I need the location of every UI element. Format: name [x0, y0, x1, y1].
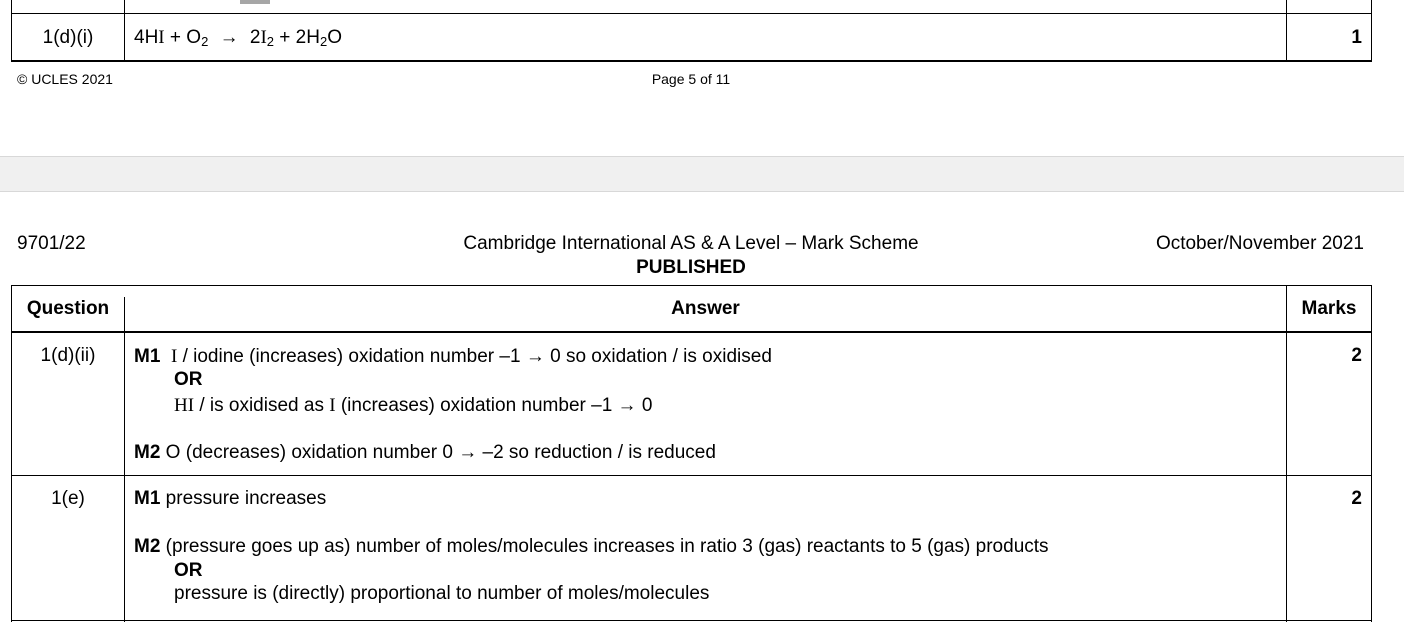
table-col-divider — [124, 333, 125, 622]
cut-off-text — [240, 0, 270, 4]
m1-line: M1 I / iodine (increases) oxidation number –1 → 0 so oxidation / is oxidised — [134, 346, 772, 367]
alternative-line: pressure is (directly) proportional to number of moles/molecules — [174, 583, 710, 604]
table-right-border — [1371, 285, 1372, 622]
marks-cell: 1 — [1351, 27, 1362, 48]
exam-session: October/November 2021 — [1155, 233, 1364, 254]
page-gap — [0, 156, 1404, 192]
row-marks: 2 — [1351, 345, 1362, 366]
row-divider — [11, 475, 1372, 476]
syllabus-code: 9701/22 — [17, 233, 86, 254]
header-marks: Marks — [1301, 298, 1357, 319]
row-question: 1(d)(ii) — [40, 345, 96, 366]
m1-line: M1 pressure increases — [134, 488, 327, 509]
row-question: 1(e) — [51, 488, 85, 509]
question-cell: 1(d)(i) — [42, 27, 94, 48]
m2-line: M2 O (decreases) oxidation number 0 → –2 so reduction / is reduced — [134, 442, 716, 463]
table-col-divider — [1286, 285, 1287, 622]
table-left-border — [11, 285, 12, 622]
header-bottom-border — [11, 331, 1372, 333]
table-col-divider — [1286, 0, 1287, 61]
page-5-bottom — [0, 0, 1404, 156]
answer-equation: $4HI + O_2 \to 2I_2 + 2H_2O$ — [134, 27, 342, 49]
header-question: Question — [26, 298, 110, 319]
published-label: PUBLISHED — [636, 257, 746, 278]
row-marks: 2 — [1351, 488, 1362, 509]
table-bottom-border — [11, 60, 1372, 62]
row-divider — [11, 13, 1372, 14]
table-col-divider — [124, 0, 125, 61]
document-title: Cambridge International AS & A Level – Mark Scheme — [463, 233, 919, 254]
row-divider-partial — [11, 620, 1372, 621]
arrow-icon: → — [219, 27, 239, 48]
or-label: OR — [174, 369, 203, 390]
page-number: Page 5 of 11 — [651, 71, 731, 87]
m2-line: M2 (pressure goes up as) number of moles/molecules increases in ratio 3 (gas) reactants to 5 (gas) products — [134, 536, 1049, 557]
table-right-border — [1371, 0, 1372, 61]
or-label: OR — [174, 560, 203, 581]
table-top-border — [11, 285, 1372, 286]
copyright: © UCLES 2021 — [17, 71, 113, 87]
alternative-line: HI / is oxidised as I (increases) oxidation number –1 → 0 — [174, 395, 653, 416]
header-answer: Answer — [671, 298, 740, 319]
